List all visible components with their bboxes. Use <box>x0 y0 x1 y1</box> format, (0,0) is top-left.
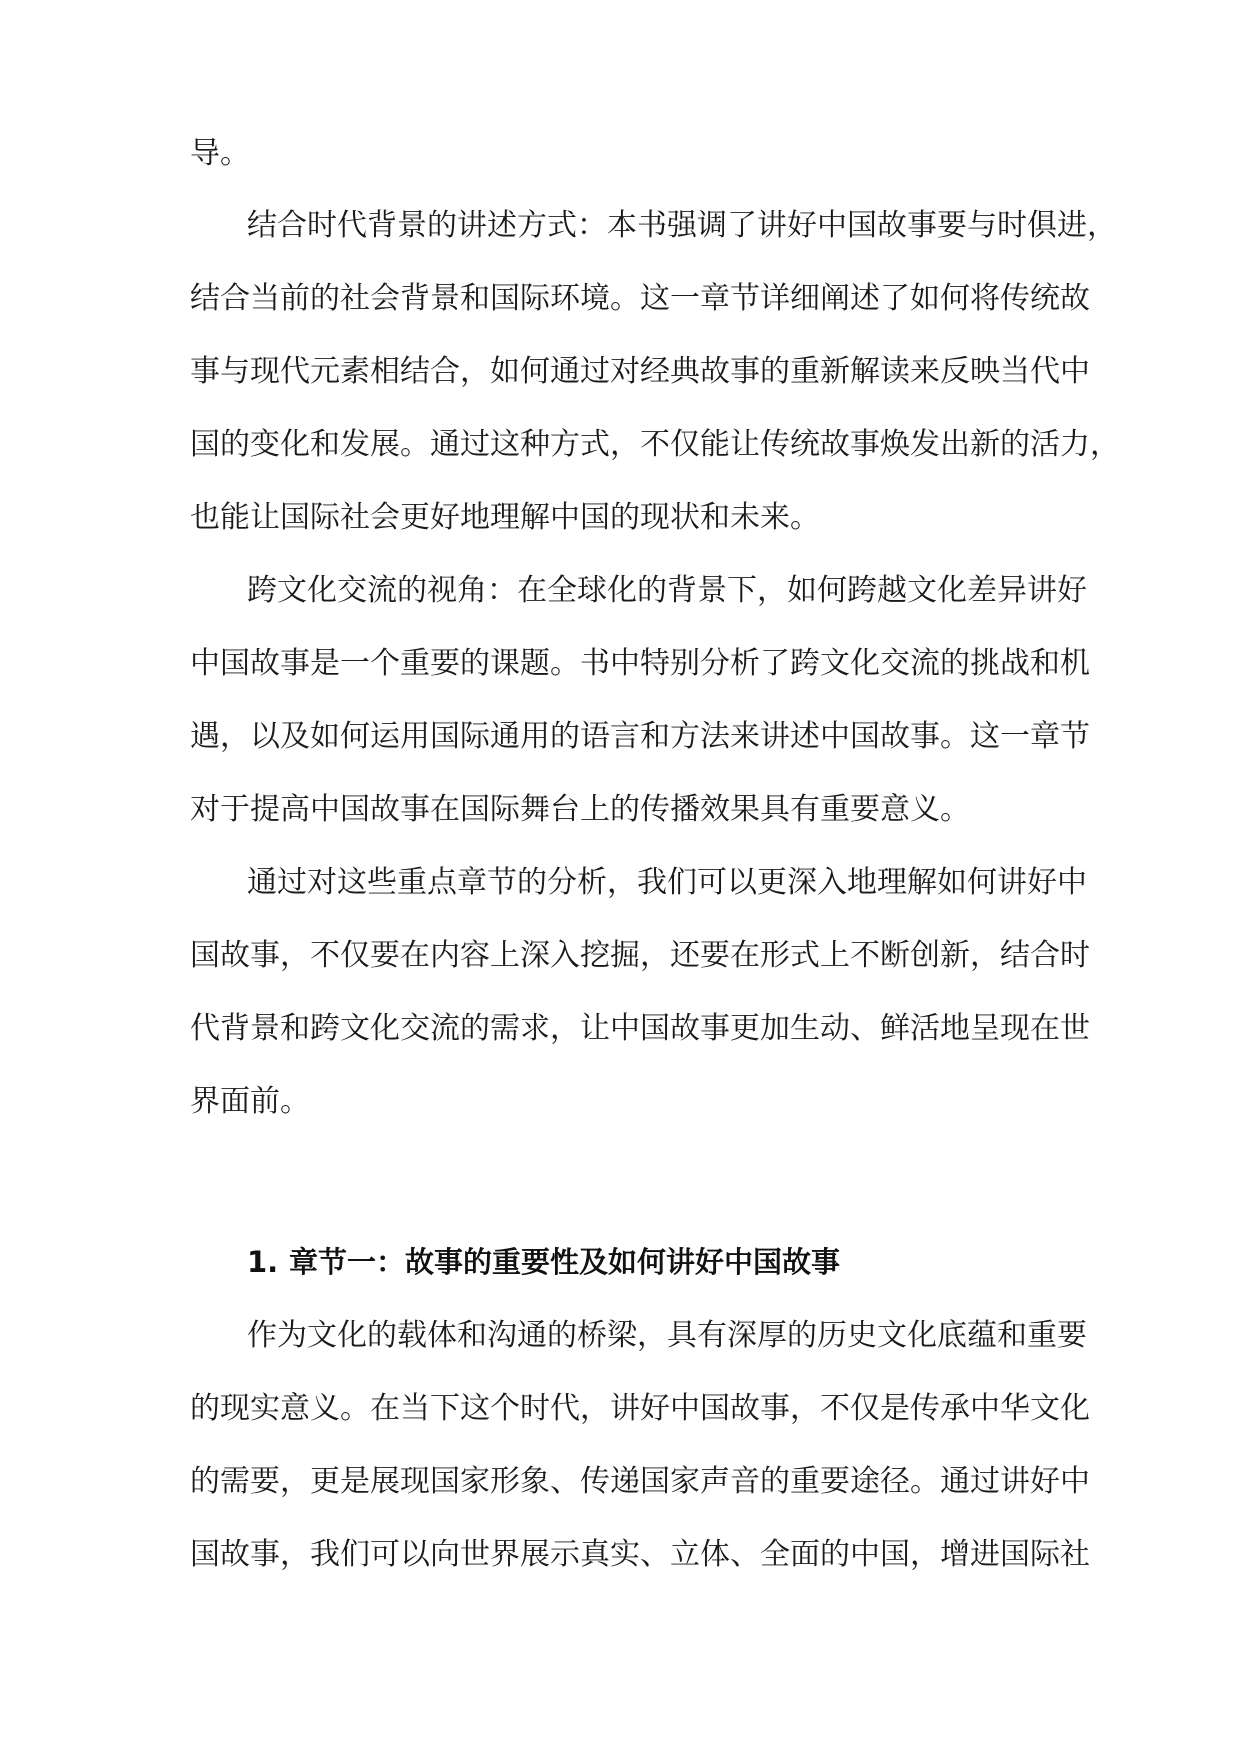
text-line: 通过对这些重点章节的分析，我们可以更深入地理解如何讲好中 <box>247 865 1087 900</box>
text-line: 作为文化的载体和沟通的桥梁，具有深厚的历史文化底蕴和重要 <box>247 1318 1087 1353</box>
text-line: 的需要，更是展现国家形象、传递国家声音的重要途径。通过讲好中 <box>190 1464 1090 1499</box>
section-heading <box>247 1238 840 1286</box>
text-line: 国的变化和发展。通过这种方式，不仅能让传统故事焕发出新的活力， <box>190 427 1120 462</box>
text-line: 事与现代元素相结合，如何通过对经典故事的重新解读来反映当代中 <box>190 354 1090 389</box>
text-line: 也能让国际社会更好地理解中国的现状和未来。 <box>190 500 820 535</box>
text-line: 遇，以及如何运用国际通用的语言和方法来讲述中国故事。这一章节 <box>190 719 1090 754</box>
text-line: 国故事，不仅要在内容上深入挖掘，还要在形式上不断创新，结合时 <box>190 938 1090 973</box>
text-line: 结合时代背景的讲述方式：本书强调了讲好中国故事要与时俱进， <box>247 208 1117 243</box>
text-line: 对于提高中国故事在国际舞台上的传播效果具有重要意义。 <box>190 792 970 827</box>
text-line: 跨文化交流的视角：在全球化的背景下，如何跨越文化差异讲好 <box>247 573 1087 608</box>
text-line: 导。 <box>190 136 250 171</box>
text-line: 中国故事是一个重要的课题。书中特别分析了跨文化交流的挑战和机 <box>190 646 1090 681</box>
text-line: 界面前。 <box>190 1084 310 1119</box>
text-line: 的现实意义。在当下这个时代，讲好中国故事，不仅是传承中华文化 <box>190 1391 1090 1426</box>
text-line: 国故事，我们可以向世界展示真实、立体、全面的中国，增进国际社 <box>190 1537 1090 1572</box>
heading-number: 1. <box>247 1245 279 1279</box>
text-line: 结合当前的社会背景和国际环境。这一章节详细阐述了如何将传统故 <box>190 281 1090 316</box>
text-line: 代背景和跨文化交流的需求，让中国故事更加生动、鲜活地呈现在世 <box>190 1011 1090 1046</box>
heading-text: 章节一：故事的重要性及如何讲好中国故事 <box>289 1245 841 1279</box>
